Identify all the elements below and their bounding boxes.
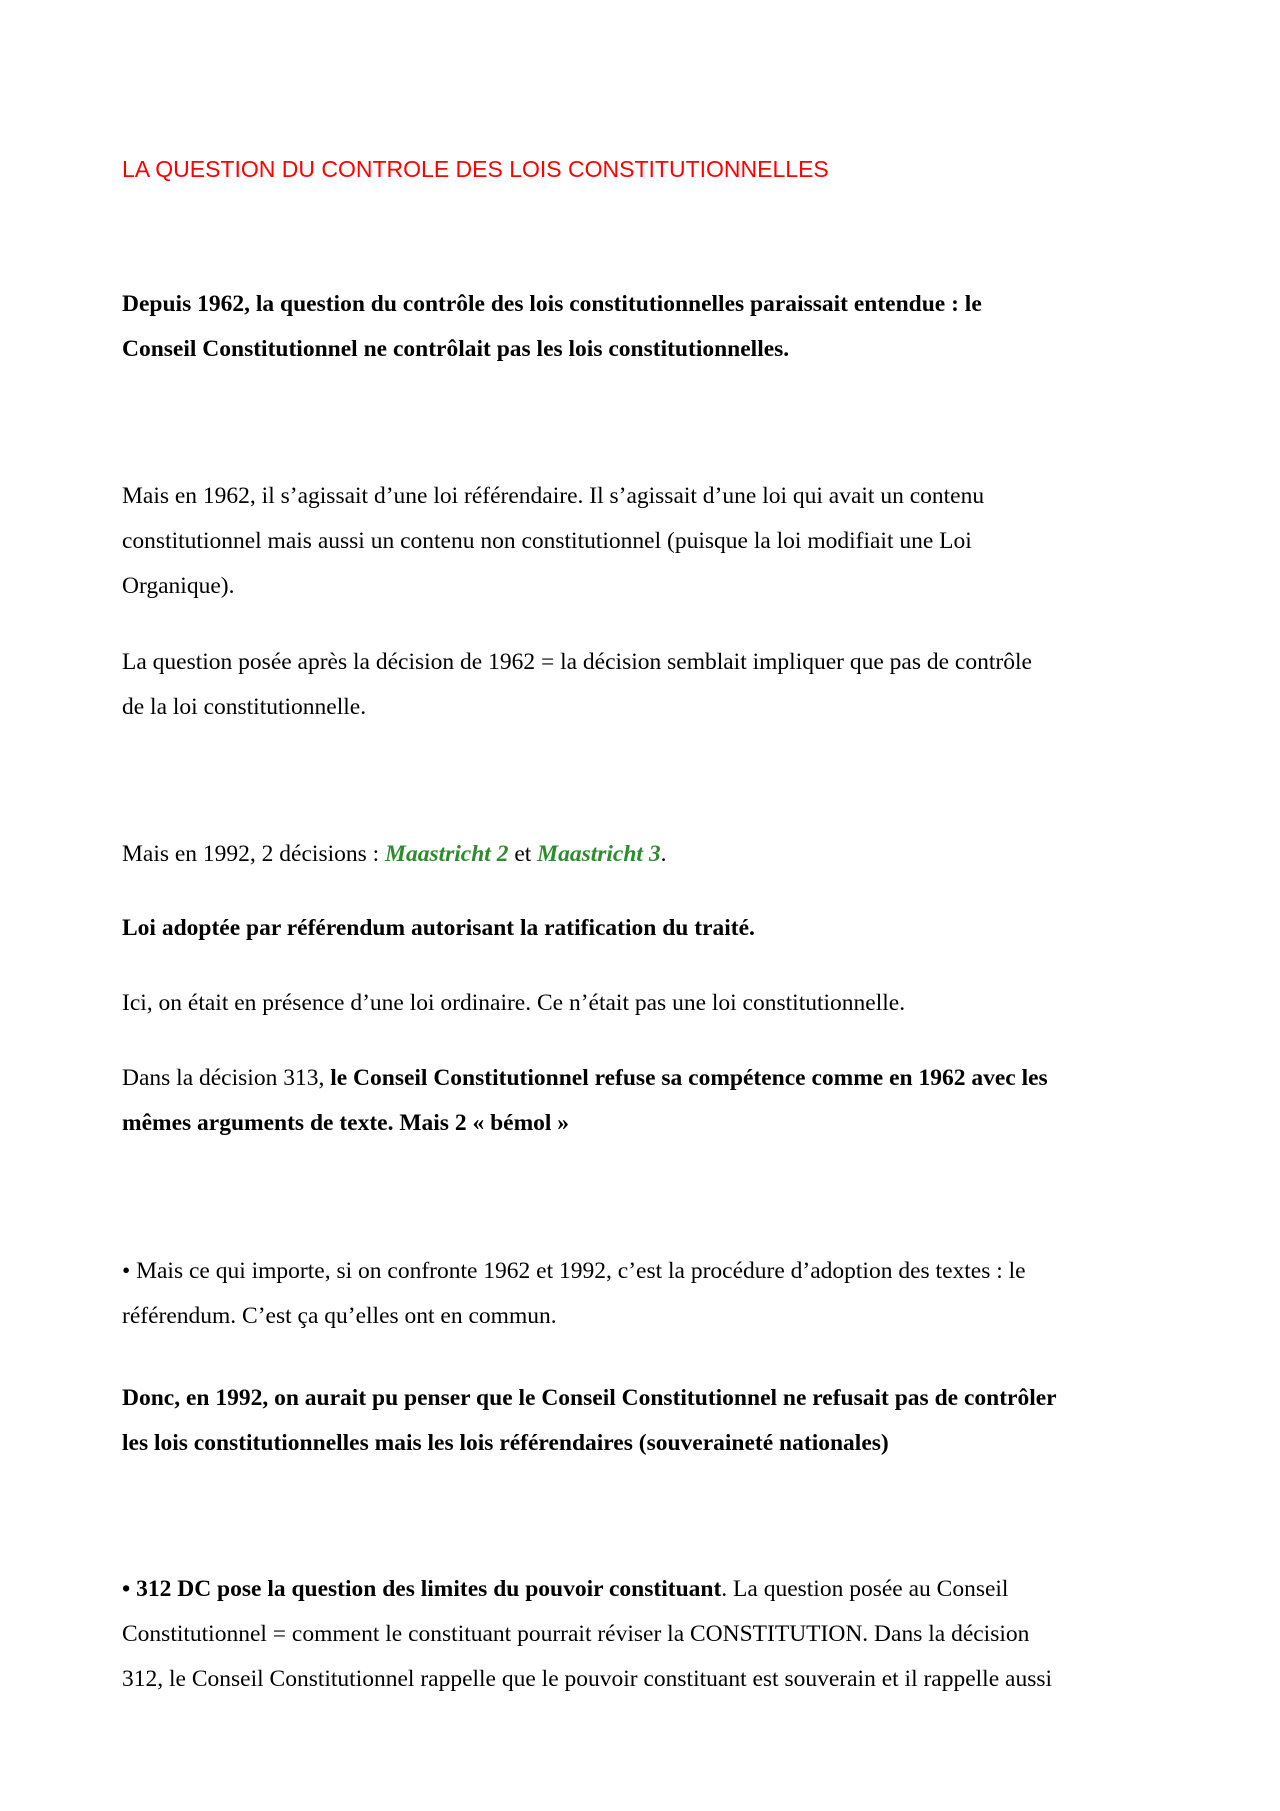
- paragraph-line: [122, 1567, 1162, 1612]
- paragraph-line: Donc, en 1992, on aurait pu penser que le Conseil Constitutionnel ne refusait pas de contrôler: [122, 1385, 1057, 1411]
- paragraph-line: référendum. C’est ça qu’elles ont en commun.: [122, 1303, 557, 1329]
- decision-313-intro: Dans la décision 313,: [122, 1065, 331, 1091]
- decisions-middle: et: [508, 841, 538, 867]
- document-title: LA QUESTION DU CONTROLE DES LOIS CONSTITUTIONNELLES: [122, 156, 829, 182]
- paragraph-line: les lois constitutionnelles mais les lois référendaires (souveraineté nationales): [122, 1430, 889, 1456]
- paragraph-question-1962: [122, 640, 1162, 730]
- paragraph-ordinary-law: [122, 981, 1162, 1026]
- decisions-prefix: Mais en 1992, 2 décisions :: [122, 841, 386, 867]
- paragraph-line: Depuis 1962, la question du contrôle des lois constitutionnelles paraissait entendue : le: [122, 291, 982, 317]
- paragraph-line: 312, le Conseil Constitutionnel rappelle que le pouvoir constituant est souverain et il rappelle aussi: [122, 1666, 1053, 1692]
- paragraph-line: [122, 1056, 1162, 1101]
- decisions-suffix: .: [660, 841, 667, 867]
- paragraph-line: Organique).: [122, 573, 235, 599]
- paragraph-1992-decisions: [122, 832, 1162, 877]
- paragraph-line: de la loi constitutionnelle.: [122, 694, 367, 720]
- paragraph-line: mêmes arguments de texte. Mais 2 « bémol »: [122, 1110, 570, 1136]
- paragraph-intro: [122, 282, 1162, 372]
- maastricht-3-reference: Maastricht 3: [537, 841, 661, 867]
- paragraph-line: Loi adoptée par référendum autorisant la ratification du traité.: [122, 915, 755, 941]
- paragraph-line: La question posée après la décision de 1962 = la décision semblait impliquer que pas de contrôle: [122, 649, 1032, 675]
- paragraph-line: Mais en 1962, il s’agissait d’une loi référendaire. Il s’agissait d’une loi qui avait un contenu: [122, 483, 985, 509]
- maastricht-2-reference: Maastricht 2: [385, 841, 509, 867]
- paragraph-line: Ici, on était en présence d’une loi ordinaire. Ce n’était pas une loi constitutionnelle.: [122, 990, 906, 1016]
- paragraph-line: Constitutionnel = comment le constituant pourrait réviser la CONSTITUTION. Dans la décision: [122, 1621, 1030, 1647]
- paragraph-referendum-law: [122, 906, 1162, 951]
- paragraph-decision-312: [122, 1567, 1162, 1702]
- paragraph-line: • Mais ce qui importe, si on confronte 1962 et 1992, c’est la procédure d’adoption des textes : le: [122, 1258, 1026, 1284]
- decision-313-bold: le Conseil Constitutionnel refuse sa compétence comme en 1962 avec les: [330, 1065, 1048, 1091]
- paragraph-conclusion-1992: [122, 1376, 1162, 1466]
- paragraph-1962-referendum: [122, 474, 1162, 609]
- paragraph-line: constitutionnel mais aussi un contenu non constitutionnel (puisque la loi modifiait une Loi: [122, 528, 972, 554]
- paragraph-procedure: [122, 1249, 1162, 1339]
- decision-312-bold: • 312 DC pose la question des limites du pouvoir constituant: [122, 1576, 722, 1602]
- paragraph-line: Conseil Constitutionnel ne contrôlait pas les lois constitutionnelles.: [122, 336, 790, 362]
- paragraph-line: [122, 832, 1162, 877]
- paragraph-decision-313: [122, 1056, 1162, 1146]
- decision-312-rest: . La question posée au Conseil: [721, 1576, 1009, 1602]
